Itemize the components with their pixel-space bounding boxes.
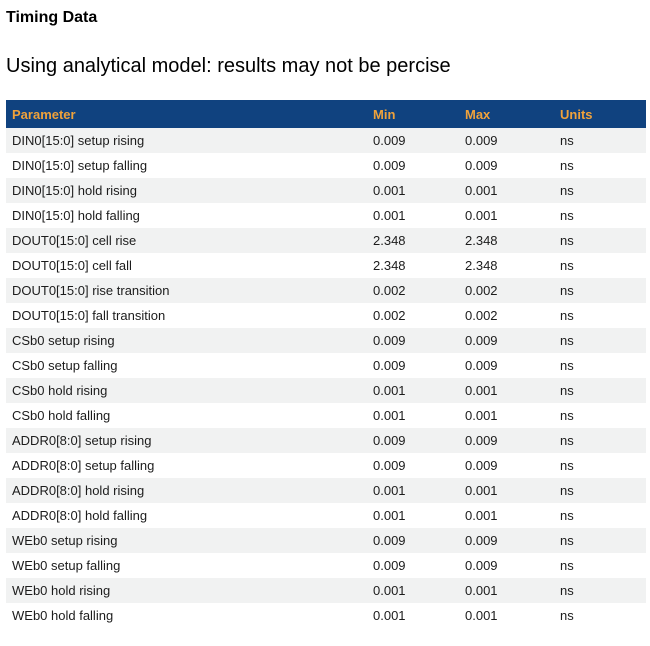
cell-parameter: DIN0[15:0] setup rising <box>12 133 145 149</box>
cell-max: 2.348 <box>465 258 498 274</box>
cell-parameter: ADDR0[8:0] setup rising <box>12 433 152 449</box>
cell-min: 0.009 <box>373 558 406 574</box>
cell-parameter: ADDR0[8:0] hold rising <box>12 483 145 499</box>
column-header-max: Max <box>459 100 554 128</box>
cell-parameter: WEb0 hold falling <box>12 608 114 624</box>
cell-max: 0.009 <box>465 433 498 449</box>
cell-max: 0.009 <box>465 558 498 574</box>
cell-max: 0.001 <box>465 383 498 399</box>
cell-min: 0.001 <box>373 583 406 599</box>
cell-parameter: WEb0 setup falling <box>12 558 121 574</box>
cell-parameter: ADDR0[8:0] setup falling <box>12 458 155 474</box>
cell-max: 0.001 <box>465 583 498 599</box>
column-header-min: Min <box>367 100 459 128</box>
cell-units: ns <box>560 383 574 399</box>
table-row <box>6 478 646 503</box>
cell-units: ns <box>560 308 574 324</box>
cell-max: 0.002 <box>465 308 498 324</box>
page-subtitle: Using analytical model: results may not be percise <box>6 55 451 78</box>
table-row <box>6 378 646 403</box>
cell-max: 0.009 <box>465 458 498 474</box>
cell-max: 0.001 <box>465 208 498 224</box>
table-row <box>6 403 646 428</box>
cell-parameter: CSb0 hold falling <box>12 408 111 424</box>
cell-min: 0.009 <box>373 433 406 449</box>
cell-max: 0.001 <box>465 183 498 199</box>
cell-max: 0.001 <box>465 608 498 624</box>
table-row <box>6 328 646 353</box>
cell-parameter: CSb0 setup falling <box>12 358 118 374</box>
page-title: Timing Data <box>6 9 98 26</box>
cell-max: 0.001 <box>465 508 498 524</box>
table-row <box>6 153 646 178</box>
column-header-parameter: Parameter <box>6 100 367 128</box>
cell-min: 2.348 <box>373 233 406 249</box>
cell-units: ns <box>560 258 574 274</box>
table-row <box>6 603 646 628</box>
cell-min: 0.009 <box>373 458 406 474</box>
table-row <box>6 428 646 453</box>
table-row <box>6 453 646 478</box>
cell-units: ns <box>560 458 574 474</box>
cell-min: 0.001 <box>373 608 406 624</box>
cell-min: 0.009 <box>373 333 406 349</box>
cell-max: 0.009 <box>465 533 498 549</box>
table-row <box>6 353 646 378</box>
table-row <box>6 303 646 328</box>
cell-units: ns <box>560 233 574 249</box>
cell-max: 0.009 <box>465 333 498 349</box>
cell-min: 0.001 <box>373 483 406 499</box>
cell-max: 0.001 <box>465 483 498 499</box>
table-row <box>6 178 646 203</box>
cell-min: 0.009 <box>373 358 406 374</box>
cell-min: 0.001 <box>373 383 406 399</box>
cell-min: 0.001 <box>373 408 406 424</box>
table-row <box>6 278 646 303</box>
cell-min: 0.001 <box>373 208 406 224</box>
cell-units: ns <box>560 333 574 349</box>
table-row <box>6 503 646 528</box>
cell-units: ns <box>560 608 574 624</box>
table-row <box>6 578 646 603</box>
cell-units: ns <box>560 558 574 574</box>
cell-min: 0.002 <box>373 308 406 324</box>
cell-units: ns <box>560 533 574 549</box>
cell-units: ns <box>560 208 574 224</box>
cell-units: ns <box>560 408 574 424</box>
cell-parameter: DOUT0[15:0] cell rise <box>12 233 137 249</box>
cell-parameter: WEb0 setup rising <box>12 533 118 549</box>
cell-min: 2.348 <box>373 258 406 274</box>
cell-min: 0.009 <box>373 133 406 149</box>
cell-max: 0.009 <box>465 133 498 149</box>
table-header-row <box>6 100 646 128</box>
cell-min: 0.002 <box>373 283 406 299</box>
table-row <box>6 203 646 228</box>
column-header-units: Units <box>554 100 646 128</box>
cell-parameter: DIN0[15:0] setup falling <box>12 158 148 174</box>
cell-max: 0.009 <box>465 158 498 174</box>
cell-parameter: DIN0[15:0] hold falling <box>12 208 140 224</box>
cell-parameter: CSb0 hold rising <box>12 383 108 399</box>
cell-units: ns <box>560 433 574 449</box>
table-row <box>6 228 646 253</box>
table-row <box>6 128 646 153</box>
cell-units: ns <box>560 158 574 174</box>
cell-min: 0.001 <box>373 508 406 524</box>
timing-data-table <box>6 100 646 628</box>
table-row <box>6 253 646 278</box>
table-header <box>6 100 646 128</box>
cell-units: ns <box>560 483 574 499</box>
cell-parameter: DOUT0[15:0] rise transition <box>12 283 170 299</box>
cell-max: 0.001 <box>465 408 498 424</box>
cell-min: 0.001 <box>373 183 406 199</box>
cell-units: ns <box>560 583 574 599</box>
cell-units: ns <box>560 183 574 199</box>
cell-units: ns <box>560 283 574 299</box>
cell-parameter: ADDR0[8:0] hold falling <box>12 508 148 524</box>
cell-parameter: WEb0 hold rising <box>12 583 111 599</box>
cell-min: 0.009 <box>373 533 406 549</box>
cell-max: 2.348 <box>465 233 498 249</box>
cell-parameter: CSb0 setup rising <box>12 333 115 349</box>
cell-min: 0.009 <box>373 158 406 174</box>
cell-max: 0.002 <box>465 283 498 299</box>
table-row <box>6 553 646 578</box>
table-body <box>6 128 646 628</box>
cell-max: 0.009 <box>465 358 498 374</box>
cell-parameter: DIN0[15:0] hold rising <box>12 183 138 199</box>
cell-units: ns <box>560 358 574 374</box>
cell-parameter: DOUT0[15:0] fall transition <box>12 308 166 324</box>
table-row <box>6 528 646 553</box>
cell-parameter: DOUT0[15:0] cell fall <box>12 258 132 274</box>
cell-units: ns <box>560 508 574 524</box>
cell-units: ns <box>560 133 574 149</box>
